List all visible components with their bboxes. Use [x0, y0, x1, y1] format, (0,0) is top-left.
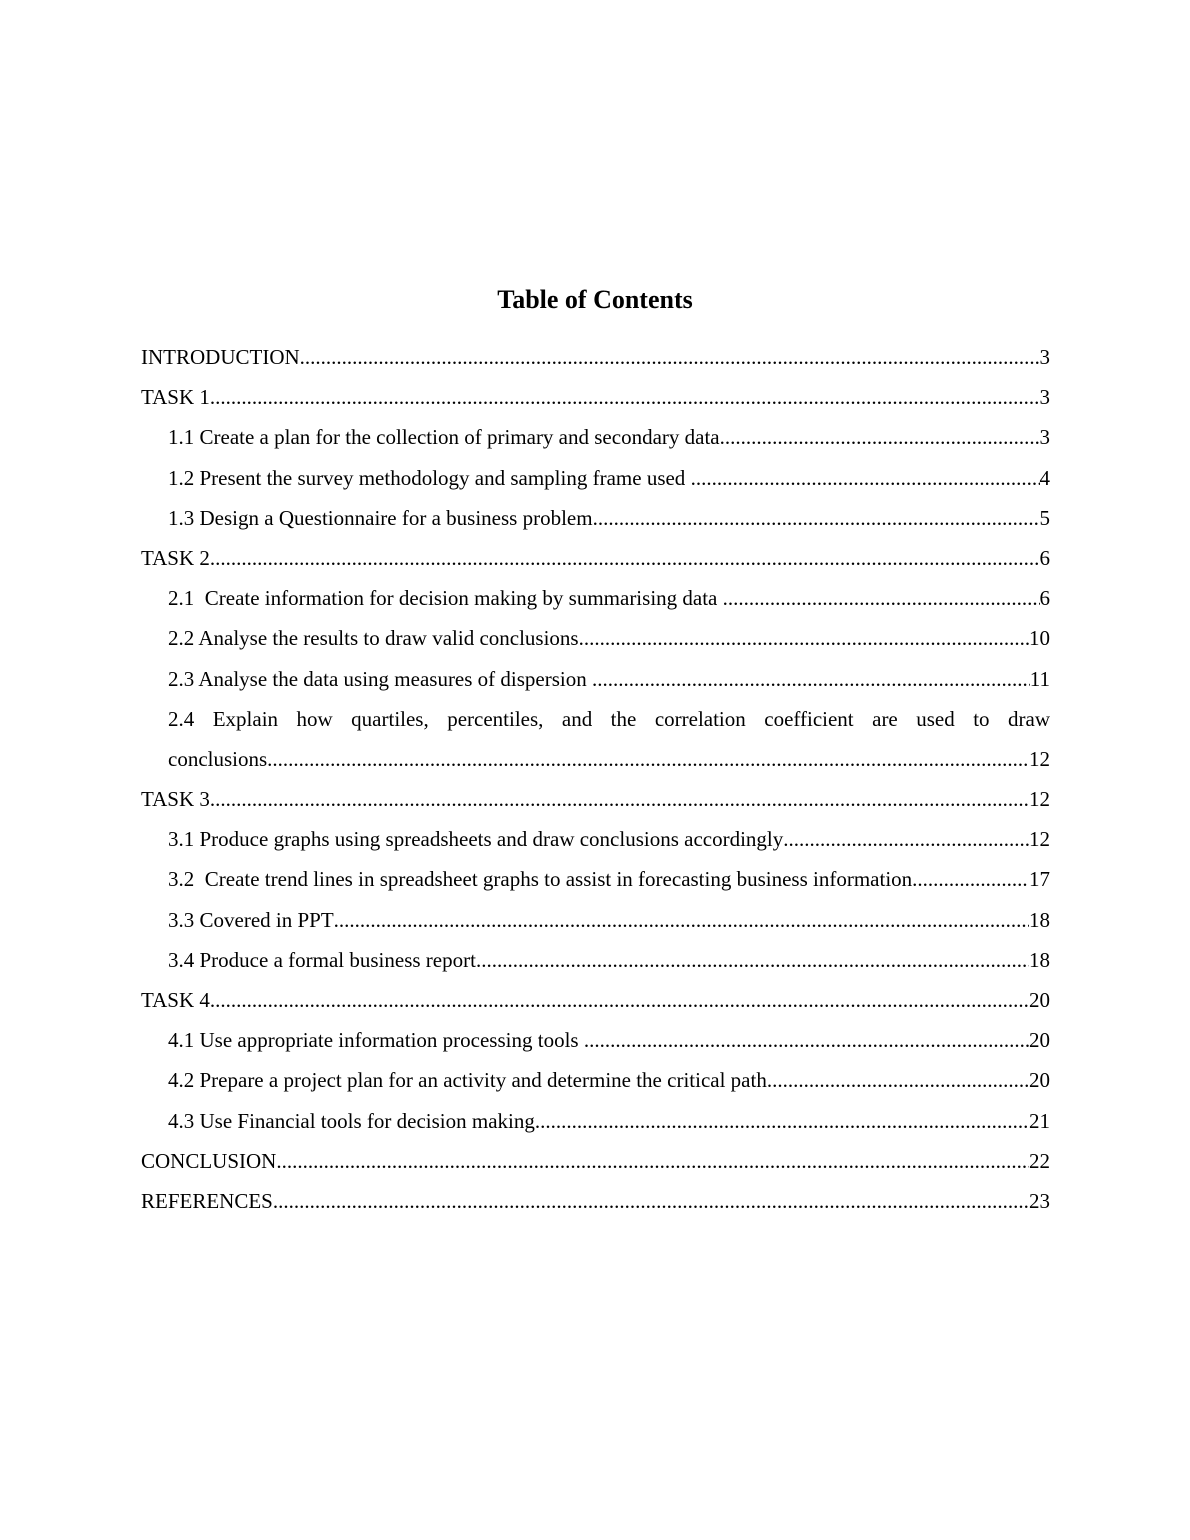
toc-entry-label: 1.1 Create a plan for the collection of primary and secondary data — [168, 425, 720, 450]
toc-entry-label: 2.2 Analyse the results to draw valid conclusions — [168, 626, 579, 651]
toc-entry-label: TASK 1 — [141, 385, 210, 410]
toc-page-number: 10 — [1029, 626, 1050, 651]
toc-entry-3-1[interactable] — [141, 819, 1050, 859]
toc-entry-3-3[interactable] — [141, 900, 1050, 940]
toc-entry-1-3[interactable] — [141, 498, 1050, 538]
toc-entry-label: 3.1 Produce graphs using spreadsheets and draw conclusions accordingly — [168, 827, 784, 852]
toc-entry-label: 2.3 Analyse the data using measures of dispersion — [168, 666, 592, 691]
toc-dot-leader — [720, 417, 1040, 457]
toc-entry-label: TASK 4 — [141, 988, 210, 1012]
toc-dot-leader — [767, 1060, 1029, 1100]
toc-entry-label: TASK 2 — [141, 545, 210, 570]
toc-dot-leader — [210, 538, 1040, 578]
toc-dot-leader — [535, 1101, 1029, 1141]
toc-dot-leader — [273, 1181, 1029, 1221]
toc-dot-leader — [912, 859, 1029, 899]
toc-entry-1-2[interactable] — [141, 458, 1050, 498]
toc-entry-4-3[interactable] — [141, 1101, 1050, 1141]
toc-entry-label: 1.3 Design a Questionnaire for a business problem — [168, 505, 593, 530]
toc-page-number: 12 — [1029, 746, 1050, 771]
toc-page-number: 12 — [1029, 787, 1050, 812]
toc-entry-label: 4.1 Use appropriate information processing tools — [168, 1028, 584, 1053]
toc-dot-leader — [334, 900, 1029, 940]
toc-page-number: 20 — [1029, 1068, 1050, 1093]
toc-entry-introduction[interactable] — [141, 337, 1050, 377]
toc-dot-leader — [691, 458, 1040, 498]
toc-entry-4-2[interactable] — [141, 1060, 1050, 1100]
toc-page-number: 3 — [1039, 425, 1050, 450]
toc-page-number: 3 — [1039, 345, 1050, 369]
toc-entry-2-2[interactable] — [141, 618, 1050, 658]
toc-entry-label: REFERENCES — [141, 1188, 273, 1213]
toc-entry-2-3[interactable] — [141, 659, 1050, 699]
toc-entry-label: TASK 3 — [141, 787, 210, 812]
toc-page-number: 3 — [1039, 385, 1050, 410]
toc-entry-label: 4.3 Use Financial tools for decision making — [168, 1108, 535, 1133]
toc-entry-3-2[interactable] — [141, 859, 1050, 899]
toc-page-number: 12 — [1029, 827, 1050, 852]
toc-entry-2-1[interactable] — [141, 578, 1050, 618]
toc-page-number: 6 — [1039, 545, 1050, 570]
toc-entry-references[interactable] — [141, 1181, 1050, 1221]
toc-list — [141, 337, 1050, 1221]
toc-entry-label: CONCLUSION — [141, 1148, 277, 1173]
toc-entry-task-1[interactable] — [141, 377, 1050, 417]
toc-page-number: 5 — [1039, 505, 1050, 530]
toc-page-number: 4 — [1039, 465, 1050, 490]
toc-entry-2-4[interactable] — [141, 699, 1050, 779]
toc-title: Table of Contents — [497, 285, 693, 314]
toc-dot-leader — [210, 779, 1029, 819]
toc-page-number: 23 — [1029, 1188, 1050, 1213]
toc-page-number: 20 — [1029, 988, 1050, 1012]
toc-entry-label: 4.2 Prepare a project plan for an activity and determine the critical path — [168, 1068, 767, 1093]
toc-page-number: 11 — [1029, 666, 1050, 691]
toc-entry-continuation — [168, 739, 1050, 779]
toc-entry-label: 1.2 Present the survey methodology and sampling frame used — [168, 465, 691, 490]
toc-dot-leader — [723, 578, 1040, 618]
toc-entry-label: 2.4 Explain how quartiles, percentiles, and the correlation coefficient are used to draw — [168, 706, 1050, 731]
toc-page-number: 17 — [1029, 867, 1050, 892]
toc-dot-leader — [276, 1141, 1029, 1181]
toc-entry-label: 3.4 Produce a formal business report — [168, 947, 476, 972]
toc-page-number: 6 — [1039, 586, 1050, 611]
toc-entry-label: INTRODUCTION — [141, 345, 300, 369]
toc-entry-label: 3.2 Create trend lines in spreadsheet graphs to assist in forecasting business information — [168, 867, 913, 892]
toc-dot-leader — [783, 819, 1029, 859]
toc-dot-leader — [584, 1020, 1029, 1060]
toc-entry-task-2[interactable] — [141, 538, 1050, 578]
toc-page-number: 18 — [1029, 947, 1050, 972]
toc-entry-conclusion[interactable] — [141, 1141, 1050, 1181]
toc-dot-leader — [210, 980, 1029, 1020]
toc-page-number: 21 — [1029, 1108, 1050, 1133]
toc-dot-leader — [579, 618, 1029, 658]
toc-entry-label: 3.3 Covered in PPT — [168, 907, 334, 932]
toc-entry-task-3[interactable] — [141, 779, 1050, 819]
toc-entry-task-4[interactable] — [141, 980, 1050, 1020]
toc-entry-label: 2.1 Create information for decision making by summarising data — [168, 586, 723, 611]
toc-dot-leader — [593, 498, 1040, 538]
toc-entry-4-1[interactable] — [141, 1020, 1050, 1060]
toc-page-number: 22 — [1029, 1148, 1050, 1173]
toc-dot-leader — [267, 739, 1029, 779]
toc-dot-leader — [300, 337, 1040, 377]
toc-entry-label-continued: conclusions — [168, 746, 268, 771]
toc-dot-leader — [592, 659, 1030, 699]
toc-entry-3-4[interactable] — [141, 940, 1050, 980]
toc-page-number: 18 — [1029, 907, 1050, 932]
toc-entry-1-1[interactable] — [141, 417, 1050, 457]
toc-page-number: 20 — [1029, 1028, 1050, 1053]
toc-dot-leader — [476, 940, 1029, 980]
toc-dot-leader — [210, 377, 1040, 417]
